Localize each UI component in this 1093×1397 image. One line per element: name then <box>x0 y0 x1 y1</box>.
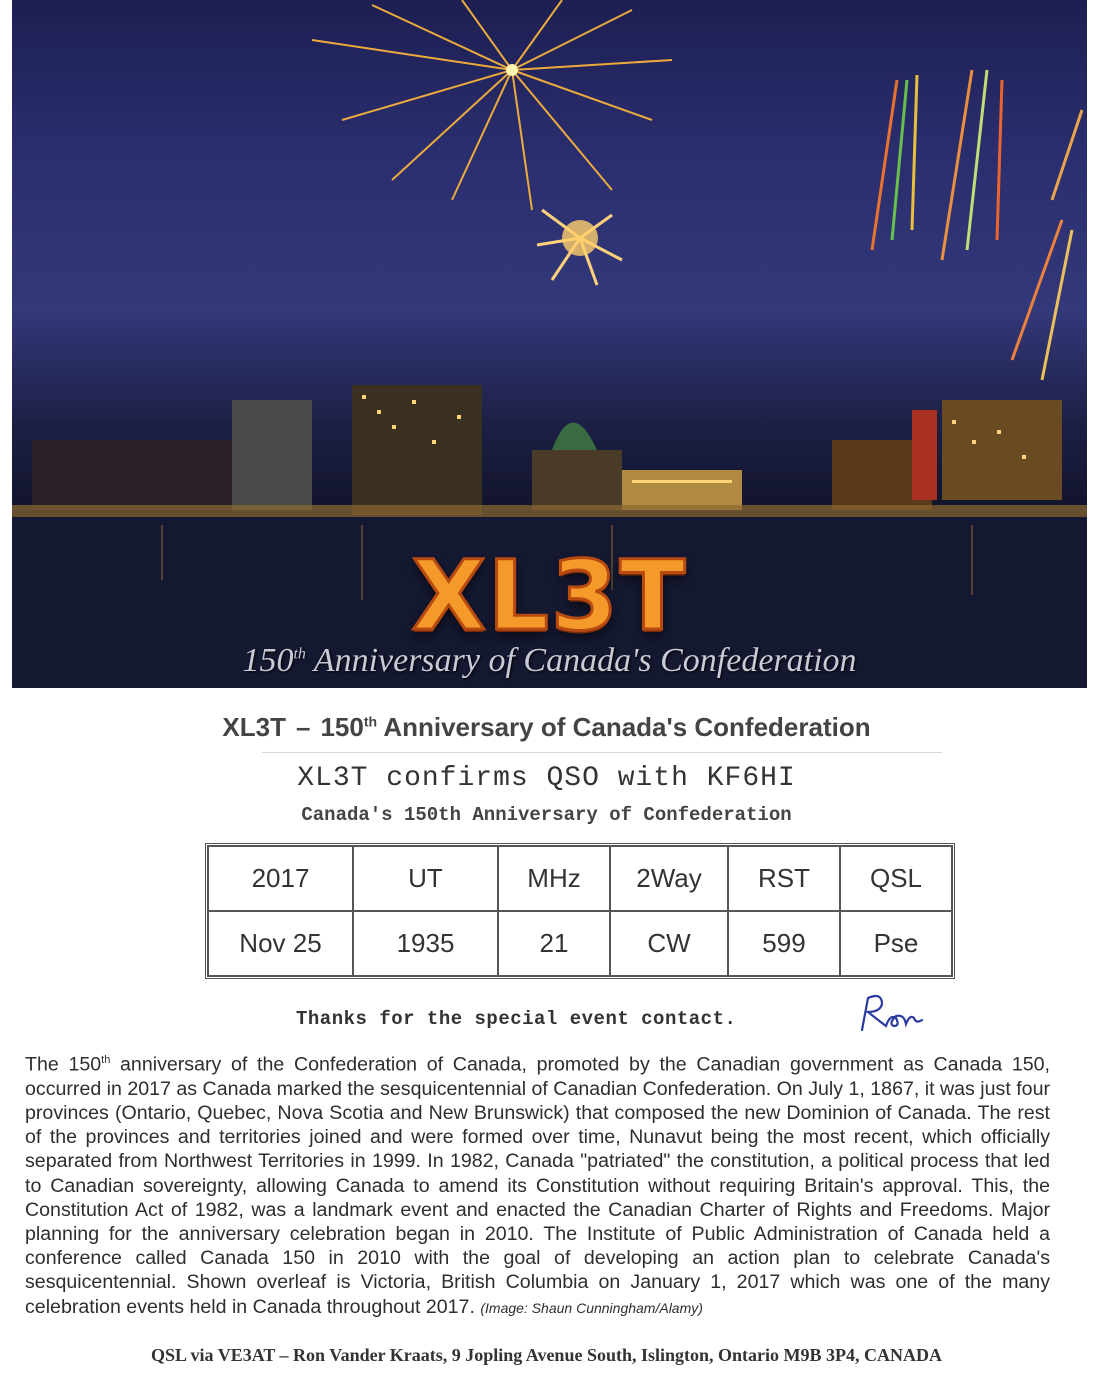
caption-number: 150 <box>242 642 294 679</box>
thanks-line: Thanks for the special event contact. <box>296 1008 737 1030</box>
photo-fireworks-victoria <box>12 0 1087 688</box>
qsl-via-address: QSL via VE3AT – Ron Vander Kraats, 9 Jopling Avenue South, Islington, Ontario M9B 3P4, CANADA <box>151 1345 942 1365</box>
heading-num: 150 <box>320 712 364 742</box>
qso-value-row <box>208 911 952 976</box>
qso-band: 21 <box>498 911 610 976</box>
history-paragraph <box>25 1048 1050 1320</box>
signature-ron <box>852 990 932 1035</box>
para-rest: anniversary of the Confederation of Canada, promoted by the Canadian government as Canada 150, occurred in 2017 as Canada marked the sesquicentennial of Canadian Confederation. On July 1, 1867, it was just four provinces (Ontario, Quebec, Nova Scotia and New Brunswick) that composed the new Dominion of Canada. The rest of the provinces and territories joined and were formed over time, Nunavut being the most recent, which officially separated from Northwest Territories in 1999. In 1982, Canada "patriated" the constitution, a political process that led to Canadian sovereignty, allowing Canada to amend its Constitution without requiring Britain's approval. This, the Constitution Act of 1982, was a landmark event and enacted the Canadian Charter of Rights and Freedoms. Major planning for the anniversary celebration began in 2010. The Institute of Public Administration of Canada held a conference called Canada 150 in 2010 with the goal of developing an action plan to celebrate Canada's sesquicentennial. Shown overleaf is Victoria, British Columbia on January 1, 2017 which was one of the many celebration events held in Canada throughout 2017. <box>25 1053 1050 1318</box>
heading-dash: – <box>295 712 311 742</box>
qso-rst: 599 <box>728 911 840 976</box>
para-sup: th <box>101 1054 111 1066</box>
heading-sup: th <box>363 713 378 730</box>
para-start: The 150 <box>25 1053 102 1076</box>
qso-mode: CW <box>610 911 728 976</box>
qso-header-year: 2017 <box>208 846 353 911</box>
qso-header-ut: UT <box>353 846 498 911</box>
qso-qsl: Pse <box>840 911 952 976</box>
caption-text: Anniversary of Canada's Confederation <box>313 642 857 679</box>
divider <box>262 752 942 753</box>
card-heading <box>0 712 1093 743</box>
qso-header-qsl: QSL <box>840 846 952 911</box>
qso-header-mhz: MHz <box>498 846 610 911</box>
qso-time: 1935 <box>353 911 498 976</box>
qso-header-mode: 2Way <box>610 846 728 911</box>
heading-rest: Anniversary of Canada's Confederation <box>383 712 871 742</box>
photo-caption <box>12 642 1087 680</box>
callsign-logo: XL3T <box>411 540 688 652</box>
qso-header-rst: RST <box>728 846 840 911</box>
qso-header-row <box>208 846 952 911</box>
caption-superscript: th <box>293 645 306 663</box>
subtitle: Canada's 150th Anniversary of Confederation <box>301 804 792 826</box>
confirm-line: XL3T confirms QSO with KF6HI <box>297 763 796 794</box>
qso-date: Nov 25 <box>208 911 353 976</box>
heading-call: XL3T <box>222 712 286 742</box>
qso-table <box>205 843 955 979</box>
image-credit: (Image: Shaun Cunningham/Alamy) <box>480 1299 703 1316</box>
